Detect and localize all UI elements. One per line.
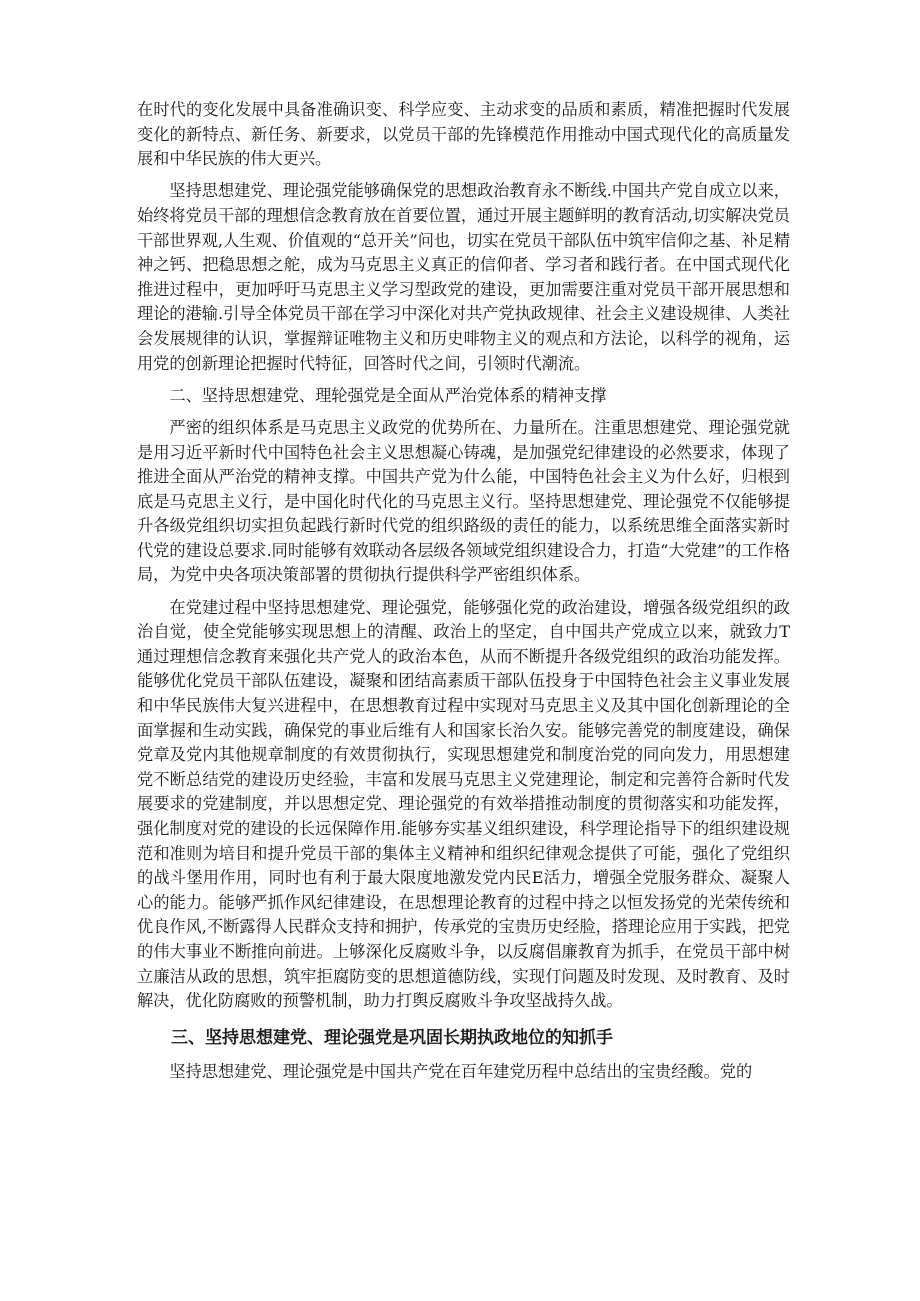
section-heading-three: 三、坚持思想建党、理论强党是巩固长期执政地位的知抓手 — [171, 1027, 613, 1048]
section-heading-two: 二、坚持思想建党、理轮强党是全面从严治党体系的精神支撑 — [169, 385, 607, 405]
paragraph-organization-system: 严密的组织体系是马克思主义政党的优势所在、力量所在。注重思想建党、理论强党就是用习近平新时代中国特色社会主义思想凝心铸魂，是加强党纪律建设的必然要求，体现了推进全面从严治党的精神支撑。中国共产党为什么能，中国特色社会主义为什么好，归根到底是马克思主义行，是中国化时代化的马克思主义行。坚持思想建党、理论强党不仅能够提升各级党组织切实担负起践行新时代党的组织路级的责任的能力，以系统思维全面落实新时代党的建设总要求.同时能够有效联动各层级各领域党组织建设合力，打造“大党建”的工作格局，为党中央各项决策部署的贯彻执行提供科学严密组织体系。 — [137, 417, 791, 585]
paragraph-ideological-education: 坚持思想建党、理论强党能够确保党的思想政治教育永不断线.中国共产党自成立以来，始终将党员干部的理想信念教育放在首要位置，通过开展主题鲜明的教育活动,切实解决党员干部世界观,人生观、价值观的“总开关”问也，切实在党员干部队伍中筑牢信仰之基、补足精神之钙、把稳思想之舵，成为马克思主义真正的信仰者、学习者和践行者。在中国式现代化推进过程中，更加呼吁马克思主义学习型政党的建设，更加需要注重对党员干部开展思想和理论的港输.引导全体党员干部在学习中深化对共产党执政规律、社会主义建设规律、人类社会发展规律的认识，掌握辩证唯物主义和历史啡物主义的观点和方法论，以科学的视角，运用党的创新理论把握时代特征，回答时代之间，引领时代潮流。 — [137, 181, 791, 373]
paragraph-historical-experience: 坚持思想建党、理论强党是中国共产党在百年建党历程中总结出的宝贵经酸。党的 — [169, 1061, 753, 1081]
paragraph-party-building-process: 在党建过程中坚持思想建党、理论强党，能够强化党的政治建设，增强各级党组织的政治自觉，使全党能够实现思想上的清醒、政治上的坚定，自中国共产党成立以来，就致力T通过理想信念教育来强化共产党人的政治本色，从而不断提升各级党组织的政治功能发挥。能够优化党员干部队伍建设，凝聚和团结高素质干部队伍投身于中国特色社会主义事业发展和中华民族伟大复兴进程中，在思想教育过程中实现对马克思主义及其中国化创新理论的全面掌握和生动实践，确保党的事业后维有人和国家长治久安。能够完善党的制度建设，确保党章及党内其他规章制度的有效贯彻执行，实现思想建党和制度治党的同向发力，用思想建党不断总结党的建设历史经验，丰富和发展马克思主义党建理论，制定和完善符合新时代发展要求的党建制度，并以思想定党、理论强党的有效举措推动制度的贯彻落实和功能发挥，强化制度对党的建设的长远保障作用.能够夯实基义组织建设，科学理论指导下的组织建设规范和准则为培目和提升党员干部的集体主义精神和组织纪律观念提供了可能，强化了党组织的战斗堡用作用，同时也有利于最大限度地激发党内民E活力，增强全党服务群众、凝聚人心的能力。能够严抓作风纪律建设，在思想理论教育的过程中持之以恒发扬党的光荣传统和优良作风,不断露得人民群众支持和拥护，传承党的宝贵历史经脸，搭理论应用于实践，把党的伟大事业不断推向前进。上够深化反腐败斗争，以反腐倡廉教育为抓手，在党员干部中树立廉洁从政的思想，筑牢拒腐防变的思想道德防线，实现仃问题及时发现、及时教育、及时解决，优化防腐败的预警机制，助力打舆反腐败斗争攻坚战持久战。 — [137, 597, 790, 1011]
document-page — [137, 98, 790, 1092]
paragraph-continuation: 在时代的变化发展中具备准确识变、科学应变、主动求变的品质和素质，精准把握时代发展变化的新特点、新任务、新要求，以党员干部的先锋模范作用推动中国式现代化的高质量发展和中华民族的伟大更兴。 — [137, 100, 790, 169]
